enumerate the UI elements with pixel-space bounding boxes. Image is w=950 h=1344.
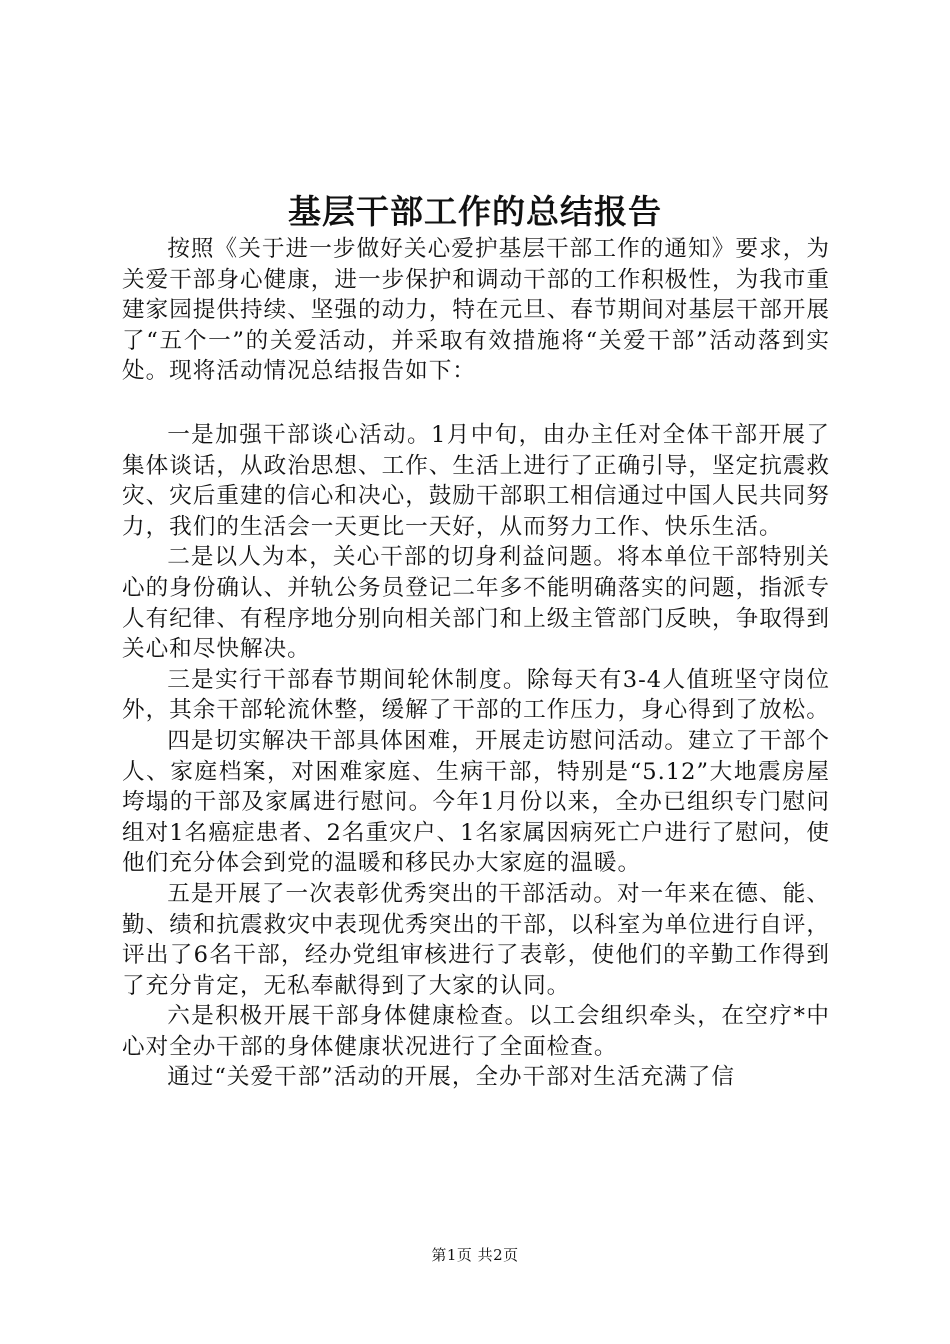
document-title: 基层干部工作的总结报告 xyxy=(288,192,662,231)
paragraph-2: 二是以人为本，关心干部的切身利益问题。将本单位干部特别关心的身份确认、并轨公务员登记二年多不能明确落实的问题，指派专人有纪律、有程序地分别向相关部门和上级主管部门反映，争取得到关心和尽快解决。 xyxy=(122,544,830,663)
paragraph-7: 通过“关爱干部”活动的开展，全办干部对生活充满了信 xyxy=(167,1064,735,1091)
paragraph-5: 五是开展了一次表彰优秀突出的干部活动。对一年来在德、能、勤、绩和抗震救灾中表现优秀突出的干部，以科室为单位进行自评，评出了6名干部，经办党组审核进行了表彰，使他们的辛勤工作得到了充分肯定，无私奉献得到了大家的认同。 xyxy=(122,880,830,999)
body-paragraphs xyxy=(122,420,830,1093)
paragraph-4: 四是切实解决干部具体困难，开展走访慰问活动。建立了干部个人、家庭档案，对困难家庭、生病干部，特别是“5.12”大地震房屋垮塌的干部及家属进行慰问。今年1月份以来，全办已组织专门慰问组对1名癌症患者、2名重灾户、1名家属因病死亡户进行了慰问，使他们充分体会到党的温暖和移民办大家庭的温暖。 xyxy=(122,727,830,877)
paragraph-1: 一是加强干部谈心活动。1月中旬，由办主任对全体干部开展了集体谈话，从政治思想、工作、生活上进行了正确引导，坚定抗震救灾、灾后重建的信心和决心，鼓励干部职工相信通过中国人民共同努力，我们的生活会一天更比一天好，从而努力工作、快乐生活。 xyxy=(122,422,830,540)
paragraph-3: 三是实行干部春节期间轮休制度。除每天有3-4人值班坚守岗位外，其余干部轮流休整，缓解了干部的工作压力，身心得到了放松。 xyxy=(122,666,830,724)
paragraph-6: 六是积极开展干部身体健康检查。以工会组织牵头，在空疗*中心对全办干部的身体健康状况进行了全面检查。 xyxy=(122,1003,830,1060)
page-number: 第1页 共2页 xyxy=(431,1246,519,1264)
intro-paragraph: 按照《关于进一步做好关心爱护基层干部工作的通知》要求，为关爱干部身心健康，进一步保护和调动干部的工作积极性，为我市重建家园提供持续、坚强的动力，特在元旦、春节期间对基层干部开展了“五个一”的关爱活动，并采取有效措施将“关爱干部”活动落到实处。现将活动情况总结报告如下： xyxy=(122,236,830,385)
